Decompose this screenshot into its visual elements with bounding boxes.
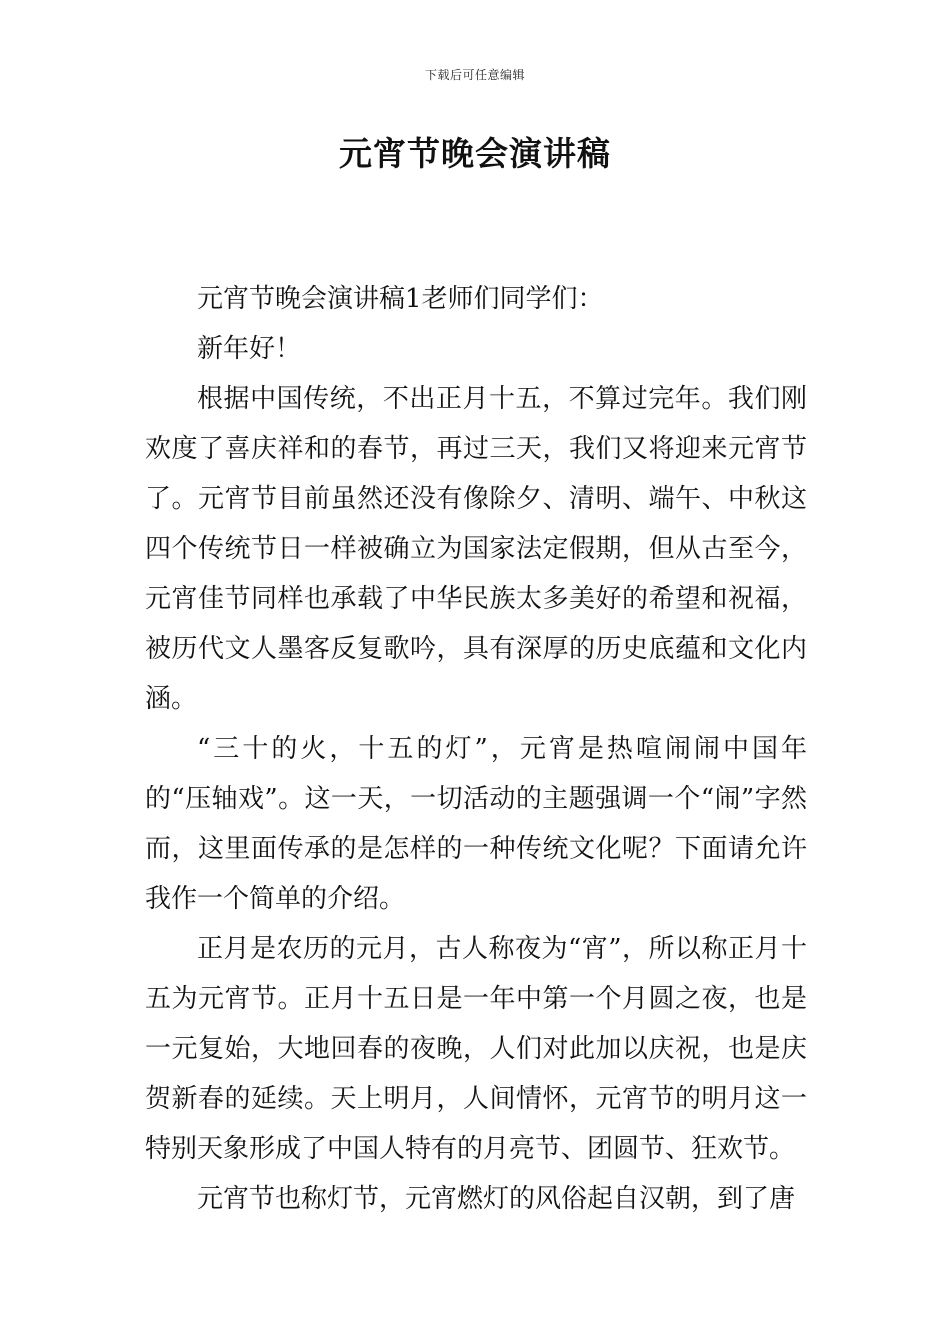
header-note: 下载后可任意编辑 [424,68,525,82]
paragraph-new-year: 新年好！ [197,334,302,364]
paragraph-lantern-quote: “三十的火，十五的灯”，元宵是热喧闹闹中国年的“压轴戏”。这一天，一切活动的主题强调一个“闹”字然而，这里面传承的是怎样的一种传统文化呢？下面请允许我作一个简单的介绍。 [145,734,807,914]
document-title: 元宵节晚会演讲稿 [339,134,611,173]
paragraph-first-month: 正月是农历的元月，古人称夜为“宵”，所以称正月十五为元宵节。正月十五日是一年中第一个月圆之夜，也是一元复始，大地回春的夜晚，人们对此加以庆祝，也是庆贺新春的延续。天上明月，人间情怀，元宵节的明月这一特别天象形成了中国人特有的月亮节、团圆节、狂欢节。 [145,934,807,1164]
paragraph-greeting: 元宵节晚会演讲稿1老师们同学们： [197,284,604,314]
paragraph-lantern-festival: 元宵节也称灯节，元宵燃灯的风俗起自汉朝，到了唐 [197,1184,796,1214]
document-body [145,274,807,1224]
paragraph-tradition: 根据中国传统，不出正月十五，不算过完年。我们刚欢度了喜庆祥和的春节，再过三天，我们又将迎来元宵节了。元宵节目前虽然还没有像除夕、清明、端午、中秋这四个传统节日一样被确立为国家法定假期，但从古至今，元宵佳节同样也承载了中华民族太多美好的希望和祝福，被历代文人墨客反复歌吟，具有深厚的历史底蕴和文化内涵。 [145,384,807,714]
